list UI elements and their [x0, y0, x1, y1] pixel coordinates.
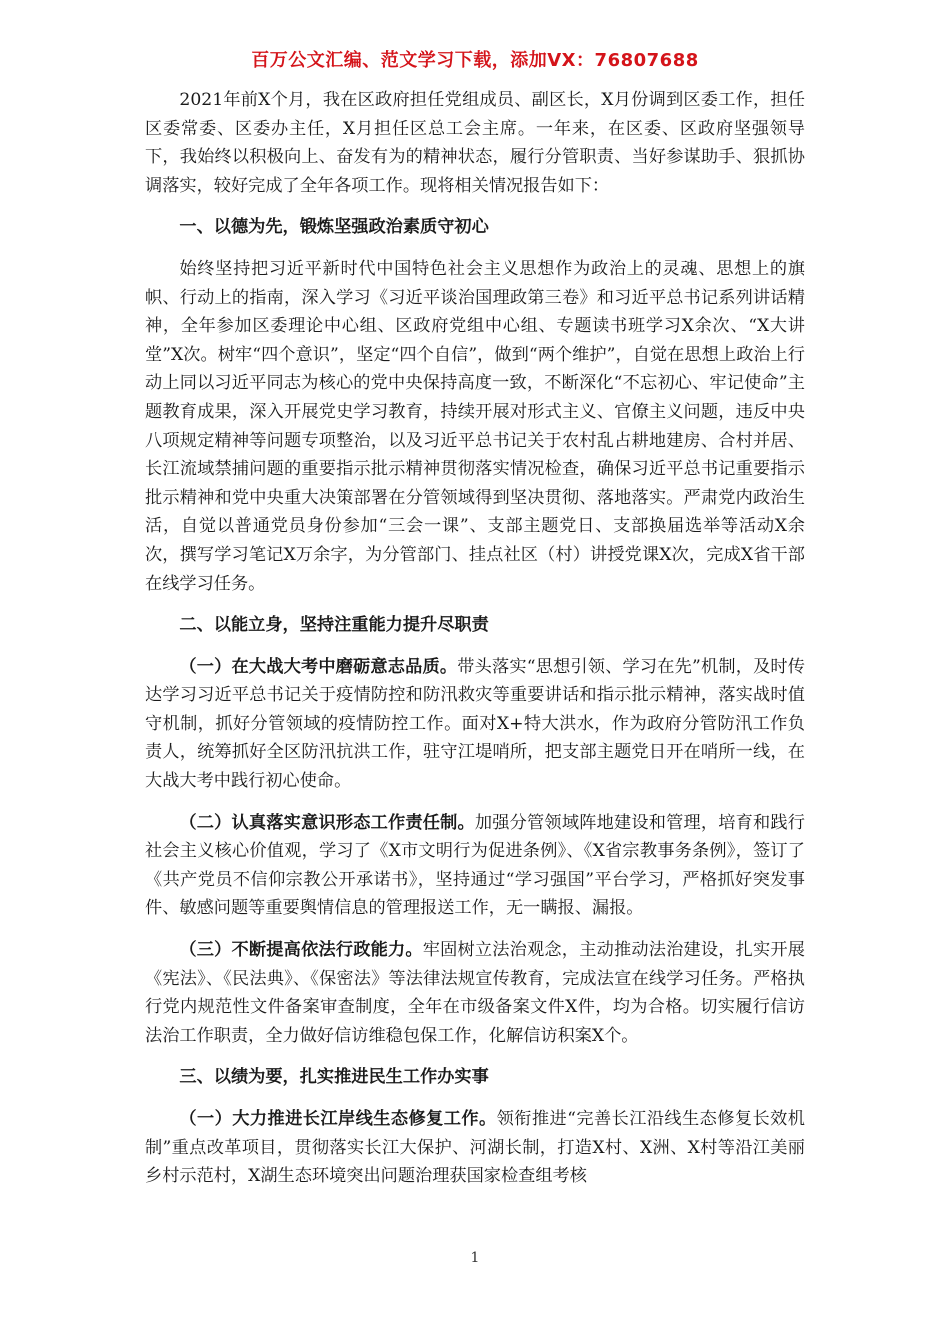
item-lead: （一）在大战大考中磨砺意志品质。: [179, 656, 458, 677]
item-body: 领衔推进“完善长江沿线生态修复长效机制”重点改革项目，贯彻落实长江大保护、河湖长制，打造X村、X洲、X村等沿江美丽乡村示范村，X湖生态环境突出问题治理获国家检查组考核: [145, 1109, 805, 1187]
section-2-item-2: [145, 809, 805, 923]
item-body: 牢固树立法治观念，主动推动法治建设，扎实开展《宪法》、《民法典》、《保密法》等法律法规宣传教育，完成法宣在线学习任务。严格执行党内规范性文件备案审查制度，全年在市级备案文件X件，均为合格。切实履行信访法治工作职责，全力做好信访维稳包保工作，化解信访积案X个。: [145, 940, 805, 1046]
section-1-paragraph: 始终坚持把习近平新时代中国特色社会主义思想作为政治上的灵魂、思想上的旗帜、行动上的指南，深入学习《习近平谈治国理政第三卷》和习近平总书记系列讲话精神，全年参加区委理论中心组、区政府党组中心组、专题读书班学习X余次、“X大讲堂”X次。树牢“四个意识”，坚定“四个自信”，做到“两个维护”，自觉在思想上政治上行动上同以习近平同志为核心的党中央保持高度一致，不断深化“不忘初心、牢记使命”主题教育成果，深入开展党史学习教育，持续开展对形式主义、官僚主义问题，违反中央八项规定精神等问题专项整治，以及习近平总书记关于农村乱占耕地建房、合村并居、长江流域禁捕问题的重要指示批示精神贯彻落实情况检查，确保习近平总书记重要指示批示精神和党中央重大决策部署在分管领域得到坚决贯彻、落地落实。严肃党内政治生活，自觉以普通党员身份参加“三会一课”、支部主题党日、支部换届选举等活动X余次，撰写学习笔记X万余字，为分管部门、挂点社区（村）讲授党课X次，完成X省干部在线学习任务。: [145, 258, 805, 594]
section-heading-1: 一、以德为先，锻炼坚强政治素质守初心: [179, 217, 489, 238]
section-heading-3: 三、以绩为要，扎实推进民生工作办实事: [179, 1067, 489, 1088]
page-number: 1: [470, 1250, 480, 1266]
intro-paragraph: 2021年前X个月，我在区政府担任党组成员、副区长，X月份调到区委工作，担任区委常委、区委办主任，X月担任区总工会主席。一年来，在区委、区政府坚强领导下，我始终以积极向上、奋发有为的精神状态，履行分管职责、当好参谋助手、狠抓协调落实，较好完成了全年各项工作。现将相关情况报告如下：: [145, 90, 805, 196]
item-body: 带头落实“思想引领、学习在先”机制，及时传达学习习近平总书记关于疫情防控和防汛救灾等重要讲话和指示批示精神，落实战时值守机制，抓好分管领域的疫情防控工作。面对X+特大洪水，作为政府分管防汛工作负责人，统筹抓好全区防汛抗洪工作，驻守江堤哨所，把支部主题党日开在哨所一线，在大战大考中践行初心使命。: [145, 656, 805, 792]
section-heading-2: 二、以能立身，坚持注重能力提升尽职责: [179, 615, 489, 636]
item-lead: （二）认真落实意识形态工作责任制。: [179, 812, 475, 833]
document-body: [145, 86, 805, 1191]
section-3-item-1: [145, 1105, 805, 1191]
item-lead: （一）大力推进长江岸线生态修复工作。: [179, 1109, 497, 1129]
section-2-item-1: [145, 653, 805, 796]
header-banner: 百万公文汇编、范文学习下载，添加VX：76807688: [251, 50, 699, 71]
item-lead: （三）不断提高依法行政能力。: [179, 940, 423, 961]
item-body: 加强分管领域阵地建设和管理，培育和践行社会主义核心价值观，学习了《X市文明行为促进条例》、《X省宗教事务条例》，签订了《共产党员不信仰宗教公开承诺书》，坚持通过“学习强国”平台学习，严格抓好突发事件、敏感问题等重要舆情信息的管理报送工作，无一瞒报、漏报。: [145, 812, 805, 919]
section-2-item-3: [145, 936, 805, 1050]
